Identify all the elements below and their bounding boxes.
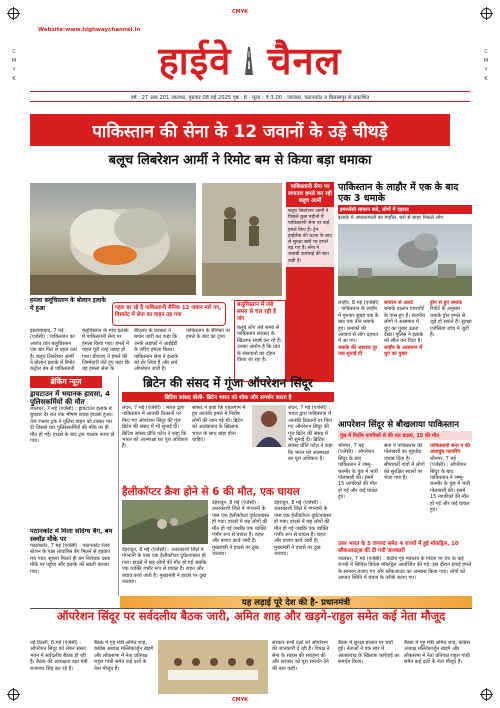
breaking-news-label: ब्रेकिंग न्यूज़ [30,376,102,388]
masthead-word-right: चैनल [267,39,342,83]
bottom-body-col-3: सरकार सभी दलों को ऑपरेशन की जानकारी दे रही है। विपक्ष ने सेना के साहस की सराहना की और सरकार को पूरा समर्थन देने की बात कही। [272,640,330,672]
pm-quote-banner: यह लड़ाई पूरे देश की है- प्रधानमंत्री [120,596,472,608]
main-photo-caption: हमला बलूचिस्तान के बोलान इलाके में हुआ [30,297,110,325]
lahore-strip: इमरजेंसी सायरन बजे, लोगों में दहशत [338,205,472,214]
op-body-col-1: श्रीनगर, 7 मई (एजेंसी) : ऑपरेशन सिंदूर के बाद पाकिस्तान ने जम्मू-कश्मीर के पुंछ में भारी गोलाबारी की। इसमें 15 नागरिकों की मौत हो गई और कई घायल हुए। [338,443,378,501]
britain-body-col-2: सांसद ने कहा कि पहलगाम में हुए आतंकी हमले में निर्दोष लोगों की जान गई थी। ब्रिटेन को आतंकवाद के खिलाफ भारत के साथ खड़ा होना चाहिए। [192,405,246,444]
highway-road-icon [237,45,261,75]
red-box-body: बलूच लिबरेशन आर्मी ने पिछले कुछ महीनों में पाकिस्तानी सेना पर कई हमले किए हैं। ट्रेन हाईजैक की घटना के बाद से सुरक्षा बलों पर हमले बढ़ गए हैं। सेना ने जवाबी कार्रवाई की बात कही है। [286,207,334,267]
cmyk-mark-top: CMYK [232,9,249,15]
lahore-body-col-2: सायरन से अलर्ट धमाके वाल्टन एयरपोर्ट के पास हुए हैं। स्थानीय लोगों ने आसमान में धुएं का गुबार उठता देखा। पुलिस ने इलाके को सील कर दिया है। लाहौर के आसमान में धुएं का गुबार [384,300,425,358]
inset-photo [202,183,282,296]
drill-body: जालंधर, 7 मई (एजेंसी) : केंद्रीय गृह मंत्रालय के निर्देश पर देश के कई राज्यों में सिविल डिफेंस मॉकड्रिल आयोजित की गई। इस दौरान हवाई हमले के सायरन बजाए गए और ब्लैकआउट का अभ्यास किया गया। लोगों को आपात स्थिति में बचाव के तरीके बताए गए। [338,556,472,582]
dateline: वर्ष : 27 अंक 201 जालंधर, गुरुवार 08 मई 2025 पृष्ठ : 8 · मूल्य : ₹ 3.00 · जालंधर, पठानकोट व बिलासपुर से प्रकाशित [130,95,370,101]
bottom-body-col-5: बैठक में गृह मंत्री अमित शाह, कांग्रेस अध्यक्ष मल्लिकार्जुन खड़गे और लोकसभा में नेता प्रतिपक्ष राहुल गांधी समेत कई दलों के नेता मौजूद हैं। [404,640,470,666]
crash-headline: हैलीकॉप्टर क्रैश होने से 6 की मौत, एक घायल [122,486,300,498]
crash-body-col-1: देहरादून, 8 मई (एजेंसी) : उत्तरकाशी जिले में गंगनानी के पास एक हेलीकॉप्टर दुर्घटनाग्रस्त हो गया। हादसे में छह लोगों की मौत हो गई जबकि एक व्यक्ति गंभीर रूप से घायल है। राहत और बचाव कार्य जारी है। मुख्यमंत्री ने हादसे पर दुख जताया। [212,500,270,558]
side-color-marks-left: C M Y K [11,49,17,82]
all-party-meeting-photo [158,640,268,694]
main-body-col-2: बलूचिस्तान के माच इलाके में पाकिस्तानी सेना पर हमला किया गया। हमले में वाहन पूरी तरह तबाह हो गया। बीएलए ने हमले की जिम्मेदारी लेते हुए कहा कि यह हमला सेना के [82,328,130,372]
breaking-item-2: पठानकोट में मिला संदिग्ध बैग, बम स्क्वॉड मौके पर पठानकोट, 7 मई (एजेंसी) : पठानकोट रेलवे स्टेशन के पास लावारिस बैग मिलने से हड़कंप मच गया। सूचना मिलते ही बम निरोधक दस्ता मौके पर पहुंचा और इलाके को खाली कराया गया। [30,528,113,575]
red-box-title: पाकिस्तानी सेना पर लगातार हमले कर रही बलूच आर्मी [288,184,332,204]
soldiers-photo-icon [202,183,282,296]
main-body-col-1: इस्लामाबाद, 7 मई (एजेंसी) : पाकिस्तान का अशांत प्रांत बलूचिस्तान एक बार फिर से दहल उठा है। बलूच लिबरेशन आर्मी ने बोलान इलाके में रिमोट कंट्रोल बम से पाकिस्तानी [30,328,77,372]
breaking-column-rule [118,376,119,596]
bottom-headline: ऑपरेशन सिंदूर पर सर्वदलीय बैठक जारी, अमित शाह और खड़गे-राहुल समेत कई नेता मौजूद [56,609,446,623]
lahore-subhead: इलाके में अफरातफरी का माहौल, घरों से बाहर निकले लोग [338,215,444,221]
registration-mark-tr [481,8,492,19]
op-body-col-3: पाकिस्तानी सेना ने की अंधाधुंध फायरिंग श्रीनगर, 7 मई (एजेंसी) : ऑपरेशन सिंदूर के बाद पाकिस्तान ने जम्मू-कश्मीर के पुंछ में भारी गोलाबारी की। इसमें 15 नागरिकों की मौत हो गई और कई घायल हुए। [430,443,471,514]
quote-box: गहरा डर रहे है पाकिस्तानी सैनिक 12 जवान मारे गए, विस्फोट में सेना का वाहन उड़ गया [112,302,226,326]
bottom-body-col-2: बैठक में गृह मंत्री अमित शाह, कांग्रेस अध्यक्ष मल्लिकार्जुन खड़गे और लोकसभा में नेता प्रतिपक्ष राहुल गांधी समेत कई दलों के नेता मौजूद हैं। [94,640,154,672]
main-subhead: बलूच लिबरेशन आर्मी ने रिमोट बम से किया बड़ा धमाका [108,153,372,168]
baloch-side-box: बलूचिस्तान में लंबे समय से चल रही है जंग बलूच लोग लंबे समय से पाकिस्तान सरकार के खिलाफ संघर्ष कर रहे हैं। उनका आरोप है कि प्रांत के संसाधनों का दोहन किया जा रहा है। [234,300,286,382]
crash-site-icon [122,500,208,544]
op-headline: आपरेशन सिंदूर से बौखलाया पाकिस्तान [338,420,459,430]
main-body-col-4: पाकिस्तान के सैनिकों पर हमले के बाद का दृश्य [186,328,231,341]
header-rule-bottom [30,101,470,102]
britain-mp-photo [252,405,286,447]
britain-subhead-bar: ब्रिटिश सांसद बोली- ब्रिटेन भारत को शोक और समर्थन करता है [122,392,334,402]
britain-body-col-3: लंदन, 7 मई (एजेंसी) : भारत द्वारा पाकिस्तान में आतंकी ठिकानों पर किए गए ऑपरेशन सिंदूर की गूंज ब्रिटेन की संसद में भी सुनाई दी। ब्रिटिश सांसद प्रीति पटेल ने कहा कि भारत को आत्मरक्षा का पूरा अधिकार है। [288,405,333,463]
main-body-col-3: बीएलए के प्रवक्ता ने बयान जारी कर कहा कि उनके लड़ाकों ने आईईडी के जरिए हमला किया। पाकिस्तान सेना ने इलाके को घेर लिया है और सर्च ऑपरेशन जारी है। [134,328,179,372]
masthead [125,34,375,86]
registration-mark-tl [8,8,19,19]
lahore-body-col-3: ड्रोन से हुए धमाके रिपोर्ट के अनुसार धमाके ड्रोन हमले से जुड़े हो सकते हैं। सुरक्षा एजेंसियां जांच में जुटी हैं। [430,300,472,339]
crash-photo [122,500,208,544]
cmyk-mark-bottom: CMYK [232,697,249,703]
masthead-word-left: हाईवे [158,39,232,83]
drill-strip: उत्तर भारत के 5 जनपद समेत 4 राज्यों में हुई मॉकड्रिल, 10 ब्लैकआउट्स की दी गयी जानकारी [338,541,459,554]
website-label[interactable]: Website:www.highwaychannel.in [38,27,141,33]
lahore-body-col-1: लाहौर, 8 मई (एजेंसी) : पाकिस्तान के लाहौर में गुरुवार सुबह एक के बाद एक तीन धमाके हुए। धमाकों की आवाज से लोग दहशत में आ गए। धमाके की आवाज दूर तक सुनाई दी [338,300,379,358]
lahore-headline: पाकिस्तान के लाहौर में एक के बाद एक 3 धमाके [338,182,459,204]
side-color-marks-right: C M Y K [483,49,489,82]
breaking-item-1: ड्रायटाउन में भयानक हादसा, 4 पुलिसकर्मियों की मौत जालंधर, 7 मई (एजेंसी) : ड्रायटाउन इलाके में बुधवार देर रात एक भीषण सड़क हादसा हुआ। तेज रफ्तार ट्रक ने पुलिस वाहन को टक्कर मार दी जिससे चार पुलिसकर्मियों की मौके पर ही मौत हो गई। हादसे के बाद ट्रक चालक फरार हो गया। [30,390,115,445]
main-story-photo [30,183,196,295]
lahore-photo [338,224,472,296]
registration-mark-bl [8,689,19,700]
explosion-smoke-icon [30,183,196,295]
person-portrait-icon [252,405,286,447]
smoke-plume-icon [338,224,472,296]
meeting-table-icon [158,640,268,694]
main-headline: पाकिस्तान की सेना के 12 जवानों के उड़े चीथड़े [92,121,388,142]
crash-body-col-0: देहरादून, 8 मई (एजेंसी) : उत्तरकाशी जिले में गंगनानी के पास एक हेलीकॉप्टर दुर्घटनाग्रस्त हो गया। हादसे में छह लोगों की मौत हो गई जबकि एक व्यक्ति गंभीर रूप से घायल है। राहत और बचाव कार्य जारी है। मुख्यमंत्री ने हादसे पर दुख जताया। [122,547,207,586]
bottom-body-col-4: बैठक में सुरक्षा हालात पर चर्चा हुई। नेताओं ने एक स्वर में आतंकवाद के खिलाफ कार्रवाई का समर्थन किया। [338,640,400,666]
britain-body-col-1: लंदन, 7 मई (एजेंसी) : भारत द्वारा पाकिस्तान में आतंकी ठिकानों पर किए गए ऑपरेशन सिंदूर की गूंज ब्रिटेन की संसद में भी सुनाई दी। ब्रिटिश सांसद प्रीति पटेल ने कहा कि भारत को आत्मरक्षा का पूरा अधिकार है। [122,405,188,450]
crash-body-col-2: देहरादून, 8 मई (एजेंसी) : उत्तरकाशी जिले में गंगनानी के पास एक हेलीकॉप्टर दुर्घटनाग्रस्त हो गया। हादसे में छह लोगों की मौत हो गई जबकि एक व्यक्ति गंभीर रूप से घायल है। राहत और बचाव कार्य जारी है। मुख्यमंत्री ने हादसे पर दुख जताया। [274,500,332,558]
op-subhead-bar: पुंछ में निर्दोष नागरिकों से की रात बदला, 15 की मौत [338,431,472,440]
main-headline-bar [30,114,450,146]
op-body-col-2: सेना ने पाकिस्तान की गोलाबारी का मुंहतोड़ जवाब दिया है। सीमावर्ती गांवों में लोगों को सुरक्षित स्थानों पर भेजा गया है। [384,443,425,482]
britain-headline: ब्रिटेन की संसद में गूंजा ऑपरेशन सिंदूर [143,376,313,390]
header-rule-top [30,91,470,92]
bottom-body-col-1: नई दिल्ली, 8 मई (एजेंसी) : ऑपरेशन सिंदूर को लेकर संसद भवन में सर्वदलीय बैठक हो रही है। बैठक की अध्यक्षता रक्षा मंत्री राजनाथ सिंह कर रहे हैं। [30,640,88,672]
red-side-box [286,182,334,382]
registration-mark-br [481,689,492,700]
